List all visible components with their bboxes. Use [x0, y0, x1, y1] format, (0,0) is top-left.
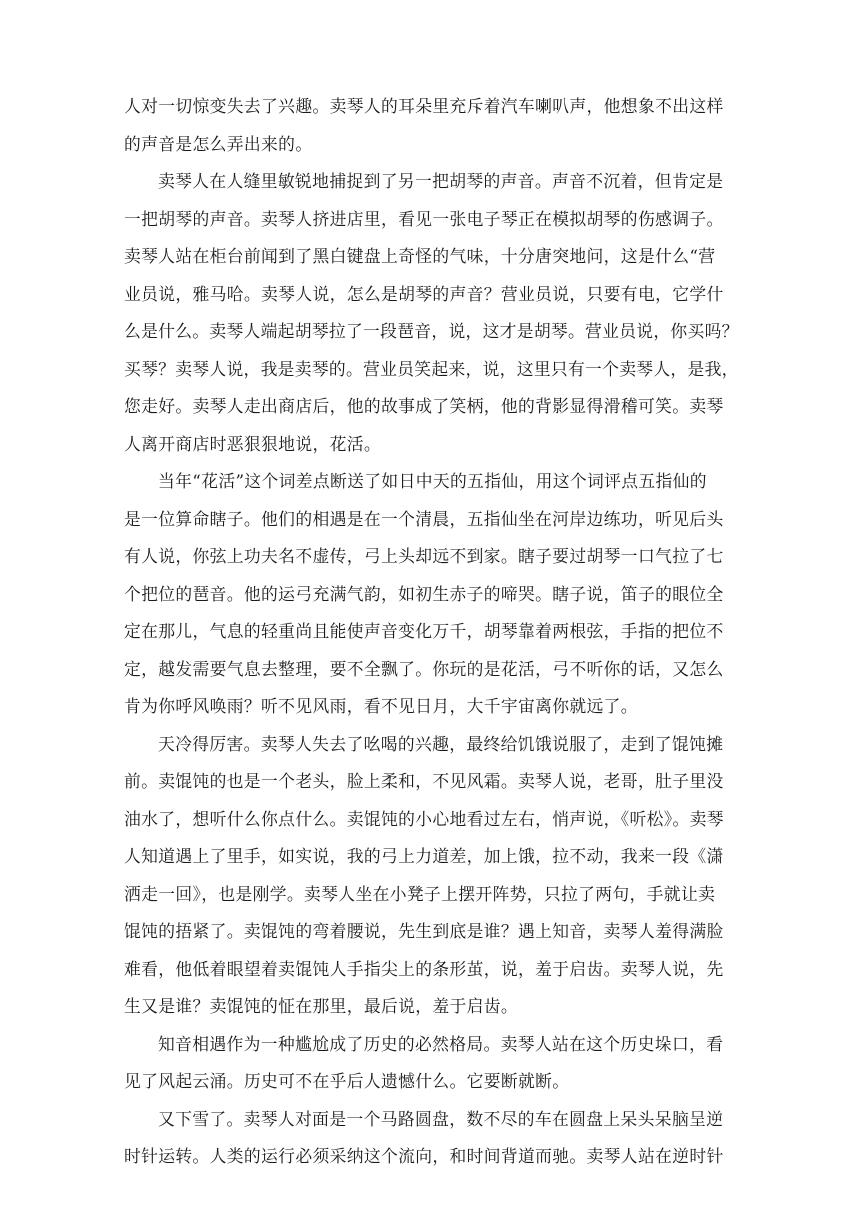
text-line: 洒走一回》，也是刚学。卖琴人坐在小凳子上摆开阵势，只拉了两句，手就让卖 [124, 883, 716, 904]
paragraph-first-line: 知音相遇作为一种尴尬成了历史的必然格局。卖琴人站在这个历史垛口，看 [158, 1033, 724, 1054]
text-line: 前。卖馄饨的也是一个老头，脸上柔和，不见风霜。卖琴人说，老哥，肚子里没 [124, 771, 724, 791]
text-line: 业员说，雅马哈。卖琴人说，怎么是胡琴的声音？营业员说，只要有电，它学什 [124, 283, 724, 304]
text-line: 馄饨的捂紧了。卖馄饨的弯着腰说，先生到底是谁？遇上知音，卖琴人羞得满脸 [124, 921, 724, 941]
text-line: 买琴？卖琴人说，我是卖琴的。营业员笑起来，说，这里只有一个卖琴人，是我， [124, 358, 739, 379]
body-text [124, 88, 739, 1176]
text-line: 时针运转。人类的运行必须采纳这个流向，和时间背道而驰。卖琴人站在逆时针 [124, 1146, 724, 1166]
text-line: 油水了，想听什么你点什么。卖馄饨的小心地看过左右，悄声说，《听松》。卖琴 [124, 808, 724, 829]
text-line: 么是什么。卖琴人端起胡琴拉了一段琶音，说，这才是胡琴。营业员说，你买吗？ [124, 321, 739, 341]
text-line: 有人说，你弦上功夫名不虚传，弓上头却远不到家。瞎子要过胡琴一口气拉了七 [124, 546, 724, 566]
text-line: 个把位的琶音。他的运弓充满气韵，如初生赤子的啼哭。瞎子说，笛子的眼位全 [124, 583, 724, 604]
text-line: 人离开商店时恶狠狠地说，花活。 [124, 433, 381, 454]
text-line: 生又是谁？卖馄饨的怔在那里，最后说，羞于启齿。 [124, 996, 519, 1016]
text-line: 一把胡琴的声音。卖琴人挤进店里，看见一张电子琴正在模拟胡琴的伤感调子。 [124, 208, 724, 229]
text-line: 卖琴人站在柜台前闻到了黑白键盘上奇怪的气味，十分唐突地问，这是什么“营 [124, 246, 716, 266]
text-line: 的声音是怎么弄出来的。 [124, 133, 313, 154]
text-line: 是一位算命瞎子。他们的相遇是在一个清晨，五指仙坐在河岸边练功，听见后头 [124, 508, 724, 529]
text-line: 见了风起云涌。历史可不在乎后人遗憾什么。它要断就断。 [124, 1071, 570, 1091]
text-line: 肯为你呼风唤雨？听不见风雨，看不见日月，大千宇宙离你就远了。 [124, 696, 638, 716]
paragraph-first-line: 卖琴人在人缝里敏锐地捕捉到了另一把胡琴的声音。声音不沉着，但肯定是 [158, 171, 724, 191]
paragraph-first-line: 又下雪了。卖琴人对面是一个马路圆盘，数不尽的车在圆盘上呆头呆脑呈逆 [158, 1108, 724, 1129]
text-line: 定，越发需要气息去整理，要不全飘了。你玩的是花活，弓不听你的话，又怎么 [124, 658, 724, 679]
paragraph-first-line: 当年“花活”这个词差点断送了如日中天的五指仙，用这个词评点五指仙的 [158, 471, 707, 491]
text-line: 定在那儿，气息的轻重尚且能使声音变化万千，胡琴靠着两根弦，手指的把位不 [124, 621, 724, 641]
text-line: 人知道遇上了里手，如实说，我的弓上力道差，加上饿，拉不动，我来一段《潇 [124, 846, 724, 866]
paragraph-first-line: 天冷得厉害。卖琴人失去了吆喝的兴趣，最终给饥饿说服了，走到了馄饨摊 [158, 733, 724, 754]
text-line: 难看，他低着眼望着卖馄饨人手指尖上的条形茧，说，羞于启齿。卖琴人说，先 [124, 958, 724, 979]
text-line: 您走好。卖琴人走出商店后，他的故事成了笑柄，他的背影显得滑稽可笑。卖琴 [124, 396, 724, 416]
text-line: 人对一切惊变失去了兴趣。卖琴人的耳朵里充斥着汽车喇叭声，他想象不出这样 [124, 96, 724, 116]
